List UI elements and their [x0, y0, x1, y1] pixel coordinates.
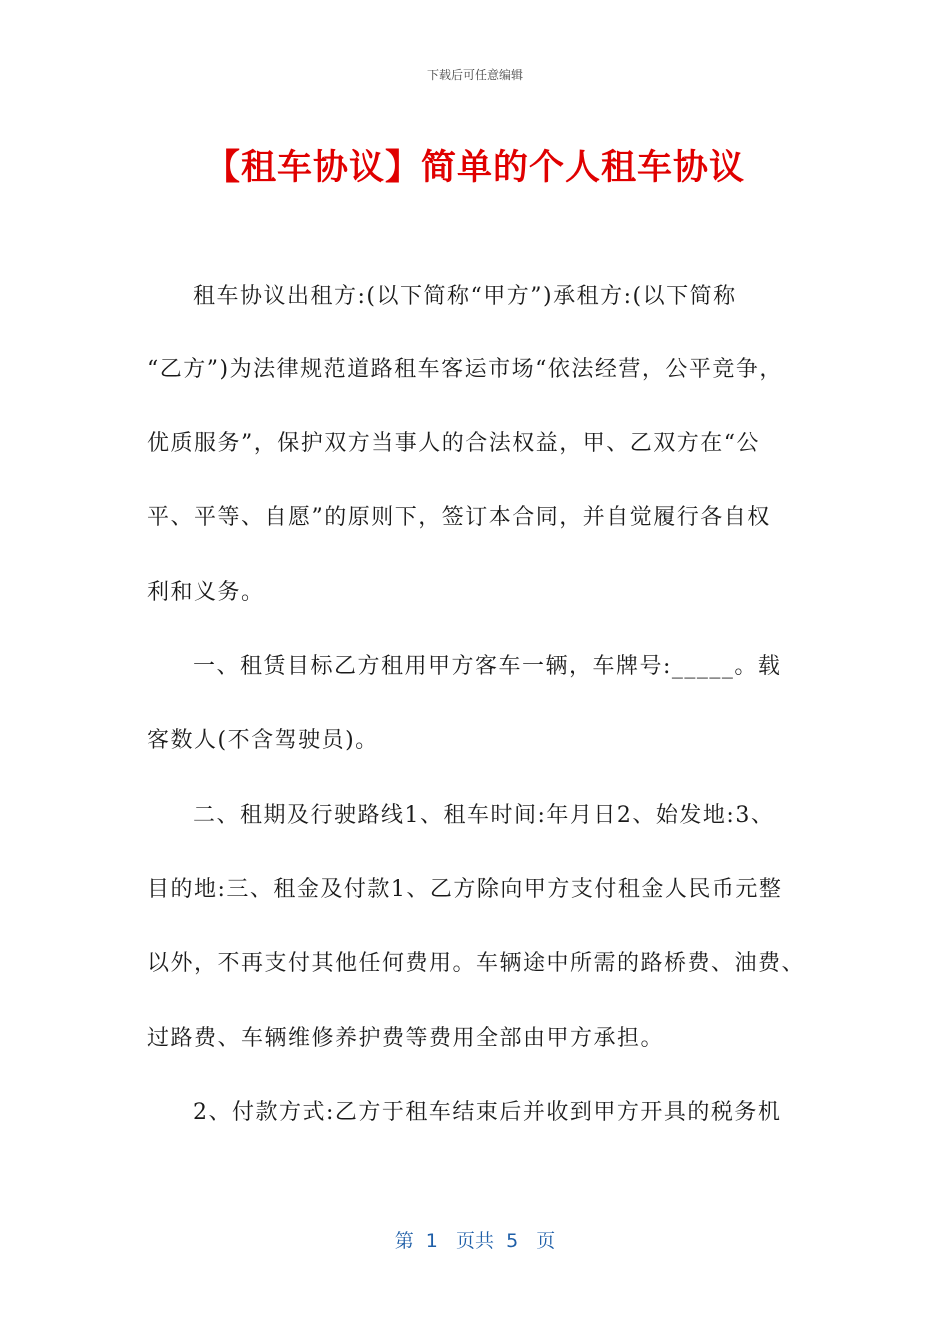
paragraph-line: 过路费、车辆维修养护费等费用全部由甲方承担。 [147, 1026, 665, 1051]
header-note: 下载后可任意编辑 [426, 68, 523, 82]
paragraph-line: 以外，不再支付其他任何费用。车辆途中所需的路桥费、油费、 [147, 951, 806, 976]
paragraph-line: 利和义务。 [147, 580, 265, 605]
paragraph-line: 优质服务”，保护双方当事人的合法权益，甲、乙双方在“公 [147, 431, 760, 456]
paragraph-line: 2、付款方式:乙方于租车结束后并收到甲方开具的税务机 [193, 1100, 782, 1125]
page-number-footer: 第 1 页共 5 页 [394, 1230, 556, 1252]
paragraph-line: 租车协议出租方:(以下简称“甲方”)承租方:(以下简称 [193, 284, 737, 309]
document-title: 【租车协议】简单的个人租车协议 [204, 148, 745, 188]
paragraph-line: 二、租期及行驶路线1、租车时间:年月日2、始发地:3、 [193, 803, 775, 828]
paragraph-line: 一、租赁目标乙方租用甲方客车一辆，车牌号:_____。载 [193, 654, 782, 679]
paragraph-line: 平、平等、自愿”的原则下，签订本合同，并自觉履行各自权 [147, 505, 771, 530]
paragraph-line: “乙方”)为法律规范道路租车客运市场“依法经营，公平竞争， [147, 357, 783, 382]
paragraph-line: 客数人(不含驾驶员)。 [147, 728, 379, 753]
paragraph-line: 目的地:三、租金及付款1、乙方除向甲方支付租金人民币元整 [147, 877, 783, 902]
